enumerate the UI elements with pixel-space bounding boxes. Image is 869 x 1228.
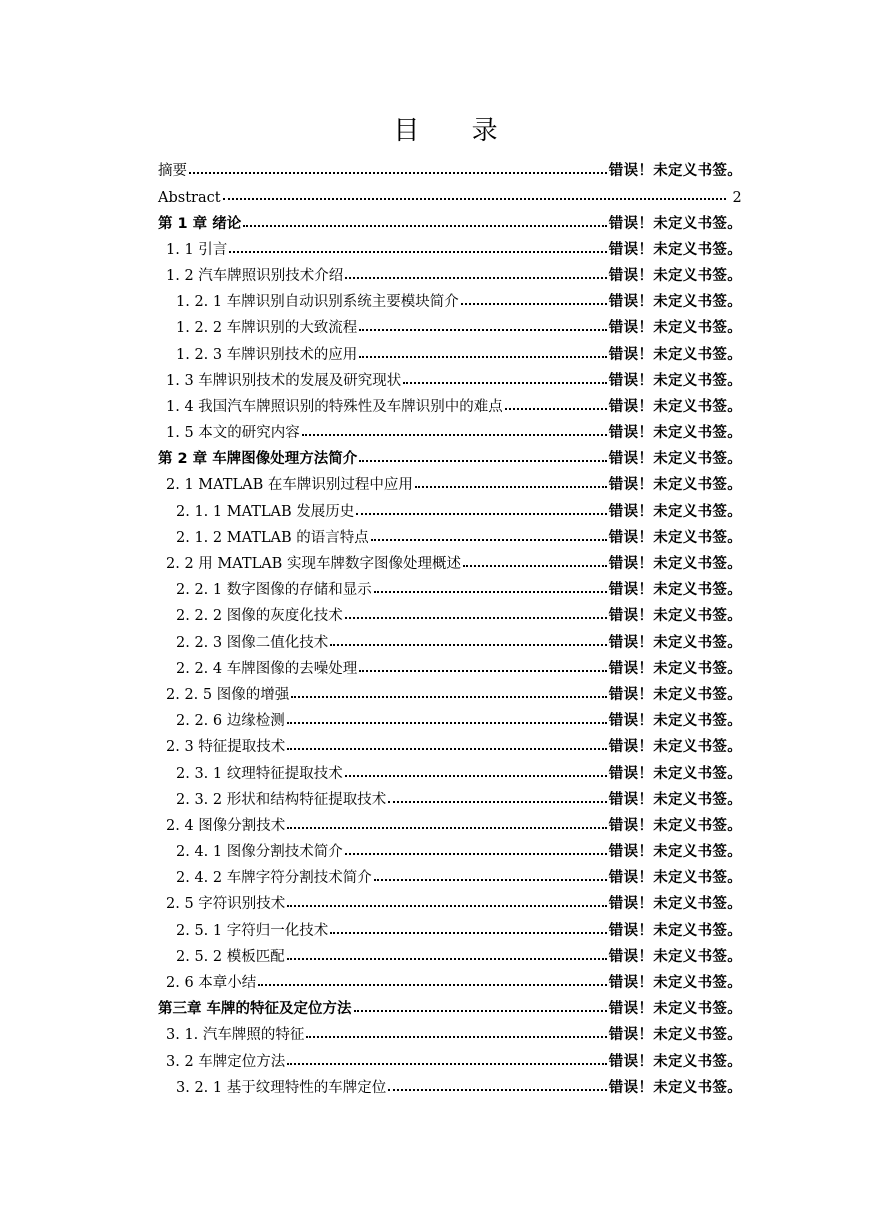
toc-leader-dots <box>229 239 607 253</box>
toc-entry-page: 错误！未定义书签。 <box>608 241 742 258</box>
toc-leader-dots <box>302 422 607 436</box>
toc-entry-page: 2 <box>732 190 742 207</box>
toc-entry-page: 错误！未定义书签。 <box>608 346 742 363</box>
toc-entry[interactable] <box>158 259 742 285</box>
toc-entry-page: 错误！未定义书签。 <box>608 948 742 965</box>
toc-entry[interactable] <box>158 652 742 678</box>
toc-leader-dots <box>287 815 607 829</box>
toc-entry-page: 错误！未定义书签。 <box>608 372 742 389</box>
toc-leader-dots <box>371 527 607 541</box>
toc-entry[interactable] <box>158 311 742 337</box>
toc-entry[interactable] <box>158 416 742 442</box>
toc-entry[interactable] <box>158 468 742 494</box>
toc-entry-page: 错误！未定义书签。 <box>608 686 742 703</box>
toc-leader-dots <box>359 658 607 672</box>
toc-entry-page: 错误！未定义书签。 <box>608 844 742 861</box>
toc-leader-dots <box>388 789 607 803</box>
toc-entry[interactable] <box>158 756 742 782</box>
toc-entry-page: 错误！未定义书签。 <box>608 791 742 808</box>
toc-entry-page: 错误！未定义书签。 <box>608 634 742 651</box>
toc-entry[interactable] <box>158 809 742 835</box>
toc-entry-page: 错误！未定义书签。 <box>608 660 742 677</box>
toc-entry-page: 错误！未定义书签。 <box>608 739 742 756</box>
toc-entry-label: 1. 2. 3 车牌识别技术的应用 <box>176 346 358 363</box>
toc-entry-label: 1. 3 车牌识别技术的发展及研究现状 <box>166 372 402 389</box>
toc-leader-dots <box>415 474 607 488</box>
toc-entry-label: 3. 1. 汽车牌照的特征 <box>166 1027 305 1044</box>
toc-leader-dots <box>345 265 607 279</box>
toc-leader-dots <box>330 632 607 646</box>
toc-entry-label: 2. 4. 1 图像分割技术简介 <box>176 844 343 861</box>
toc-entry-label: 1. 4 我国汽车牌照识别的特殊性及车牌识别中的难点 <box>166 398 503 415</box>
toc-entry-label: 3. 2. 1 基于纹理特性的车牌定位 <box>176 1079 387 1096</box>
toc-entry-page: 错误！未定义书签。 <box>608 896 742 913</box>
toc-entry-label: 2. 5. 2 模板匹配 <box>176 948 285 965</box>
toc-leader-dots <box>287 1051 607 1065</box>
toc-leader-dots <box>287 710 607 724</box>
table-of-contents <box>158 154 742 1097</box>
toc-entry-page: 错误！未定义书签。 <box>608 529 742 546</box>
toc-entry[interactable] <box>158 704 742 730</box>
toc-entry-label: 2. 1. 1 MATLAB 发展历史 <box>176 503 355 520</box>
toc-leader-dots <box>330 920 607 934</box>
toc-entry-label: 2. 2. 6 边缘检测 <box>176 713 285 730</box>
toc-leader-dots <box>461 291 607 305</box>
toc-entry[interactable] <box>158 966 742 992</box>
toc-entry-page: 错误！未定义书签。 <box>608 817 742 834</box>
toc-entry[interactable] <box>158 521 742 547</box>
toc-entry[interactable] <box>158 678 742 704</box>
toc-entry-page: 错误！未定义书签。 <box>608 922 742 939</box>
toc-leader-dots <box>505 396 607 410</box>
toc-entry[interactable] <box>158 180 742 206</box>
toc-entry-label: 2. 2. 3 图像二值化技术 <box>176 634 329 651</box>
toc-entry-label: 2. 2. 2 图像的灰度化技术 <box>176 608 343 625</box>
toc-leader-dots <box>287 736 607 750</box>
toc-entry-label: 1. 2. 1 车牌识别自动识别系统主要模块简介 <box>176 294 459 311</box>
toc-entry-label: 2. 5 字符识别技术 <box>166 896 286 913</box>
toc-entry-label: 2. 1. 2 MATLAB 的语言特点 <box>176 529 369 546</box>
toc-leader-dots <box>403 370 607 384</box>
toc-entry-label: 第 2 章 车牌图像处理方法简介 <box>158 451 358 468</box>
toc-entry-page: 错误！未定义书签。 <box>608 1053 742 1070</box>
toc-entry-page: 错误！未定义书签。 <box>608 294 742 311</box>
toc-entry-label: 2. 5. 1 字符归一化技术 <box>176 922 329 939</box>
toc-leader-dots <box>223 186 727 200</box>
toc-entry-page: 错误！未定义书签。 <box>608 975 742 991</box>
toc-entry-page: 错误！未定义书签。 <box>608 608 742 625</box>
toc-entry-page: 错误！未定义书签。 <box>608 765 742 782</box>
toc-entry[interactable] <box>158 599 742 625</box>
toc-entry-label: 2. 3. 1 纹理特征提取技术 <box>176 765 343 782</box>
toc-entry[interactable] <box>158 547 742 573</box>
toc-entry[interactable] <box>158 154 742 180</box>
toc-leader-dots <box>345 605 607 619</box>
toc-leader-dots <box>354 998 607 1012</box>
toc-leader-dots <box>345 841 607 855</box>
toc-entry[interactable] <box>158 940 742 966</box>
toc-entry-label: 2. 1 MATLAB 在车牌识别过程中应用 <box>166 477 413 494</box>
toc-entry[interactable] <box>158 494 742 520</box>
toc-entry[interactable] <box>158 730 742 756</box>
toc-entry-page: 错误！未定义书签。 <box>608 398 742 415</box>
toc-leader-dots <box>463 553 607 567</box>
toc-leader-dots <box>287 946 607 960</box>
toc-entry-page: 错误！未定义书签。 <box>608 320 742 337</box>
toc-entry[interactable] <box>158 206 742 232</box>
toc-entry-page: 错误！未定义书签。 <box>608 267 742 284</box>
toc-entry-page: 错误！未定义书签。 <box>608 215 742 232</box>
toc-entry-label: 第 1 章 绪论 <box>158 215 242 232</box>
toc-leader-dots <box>287 893 607 907</box>
toc-entry-label: 1. 1 引言 <box>166 241 228 258</box>
toc-entry-label: 2. 2. 4 车牌图像的去噪处理 <box>176 660 358 677</box>
toc-leader-dots <box>243 213 607 227</box>
toc-entry[interactable] <box>158 992 742 1018</box>
toc-entry-label: 1. 5 本文的研究内容 <box>166 425 300 442</box>
page-title: 目 录 <box>393 116 520 146</box>
toc-entry[interactable] <box>158 835 742 861</box>
toc-entry-page: 错误！未定义书签。 <box>608 425 742 442</box>
toc-entry-label: 3. 2 车牌定位方法 <box>166 1053 286 1070</box>
toc-entry-page: 错误！未定义书签。 <box>608 582 742 599</box>
toc-leader-dots <box>356 501 607 515</box>
toc-entry[interactable] <box>158 364 742 390</box>
toc-entry[interactable] <box>158 573 742 599</box>
toc-entry[interactable] <box>158 1044 742 1070</box>
toc-entry-label: 2. 2. 5 图像的增强 <box>166 686 290 703</box>
toc-entry-label: 摘要 <box>158 163 187 180</box>
toc-entry[interactable] <box>158 442 742 468</box>
toc-entry-label: 第三章 车牌的特征及定位方法 <box>158 1001 352 1018</box>
toc-leader-dots <box>189 160 607 174</box>
toc-leader-dots <box>258 972 607 986</box>
toc-entry-page: 错误！未定义书签。 <box>608 477 742 494</box>
toc-entry[interactable] <box>158 913 742 939</box>
toc-entry-label: 2. 3 特征提取技术 <box>166 739 286 756</box>
toc-entry-page: 错误！未定义书签。 <box>608 556 742 572</box>
toc-entry[interactable] <box>158 783 742 809</box>
toc-entry-label: Abstract <box>158 190 221 207</box>
toc-entry-label: 2. 6 本章小结 <box>166 975 257 991</box>
toc-leader-dots <box>359 448 607 462</box>
toc-leader-dots <box>359 344 607 358</box>
toc-entry-page: 错误！未定义书签。 <box>608 1079 742 1096</box>
toc-leader-dots <box>306 1024 606 1038</box>
toc-leader-dots <box>388 1077 607 1091</box>
toc-leader-dots <box>374 579 607 593</box>
toc-entry-page: 错误！未定义书签。 <box>608 713 742 730</box>
toc-entry[interactable] <box>158 233 742 259</box>
toc-entry-label: 2. 4 图像分割技术 <box>166 817 286 834</box>
toc-entry-label: 1. 2 汽车牌照识别技术介绍 <box>166 267 344 284</box>
toc-entry-label: 2. 2. 1 数字图像的存储和显示 <box>176 582 372 599</box>
toc-entry-label: 2. 3. 2 形状和结构特征提取技术 <box>176 791 387 808</box>
toc-entry[interactable] <box>158 625 742 651</box>
toc-leader-dots <box>359 317 607 331</box>
toc-entry-page: 错误！未定义书签。 <box>608 503 742 520</box>
toc-entry-page: 错误！未定义书签。 <box>608 1027 742 1044</box>
toc-entry[interactable] <box>158 887 742 913</box>
toc-entry[interactable] <box>158 861 742 887</box>
toc-entry-label: 2. 2 用 MATLAB 实现车牌数字图像处理概述 <box>166 556 461 572</box>
toc-entry-page: 错误！未定义书签。 <box>608 1001 742 1018</box>
toc-entry[interactable] <box>158 337 742 363</box>
toc-entry[interactable] <box>158 390 742 416</box>
toc-entry-label: 2. 4. 2 车牌字符分割技术简介 <box>176 870 372 887</box>
toc-entry-label: 1. 2. 2 车牌识别的大致流程 <box>176 320 358 337</box>
toc-entry[interactable] <box>158 1071 742 1097</box>
toc-leader-dots <box>374 867 607 881</box>
toc-leader-dots <box>345 763 607 777</box>
toc-entry[interactable] <box>158 285 742 311</box>
toc-entry[interactable] <box>158 1018 742 1044</box>
toc-entry-page: 错误！未定义书签。 <box>608 451 742 468</box>
toc-entry-page: 错误！未定义书签。 <box>608 163 742 180</box>
toc-leader-dots <box>291 684 607 698</box>
toc-entry-page: 错误！未定义书签。 <box>608 870 742 887</box>
